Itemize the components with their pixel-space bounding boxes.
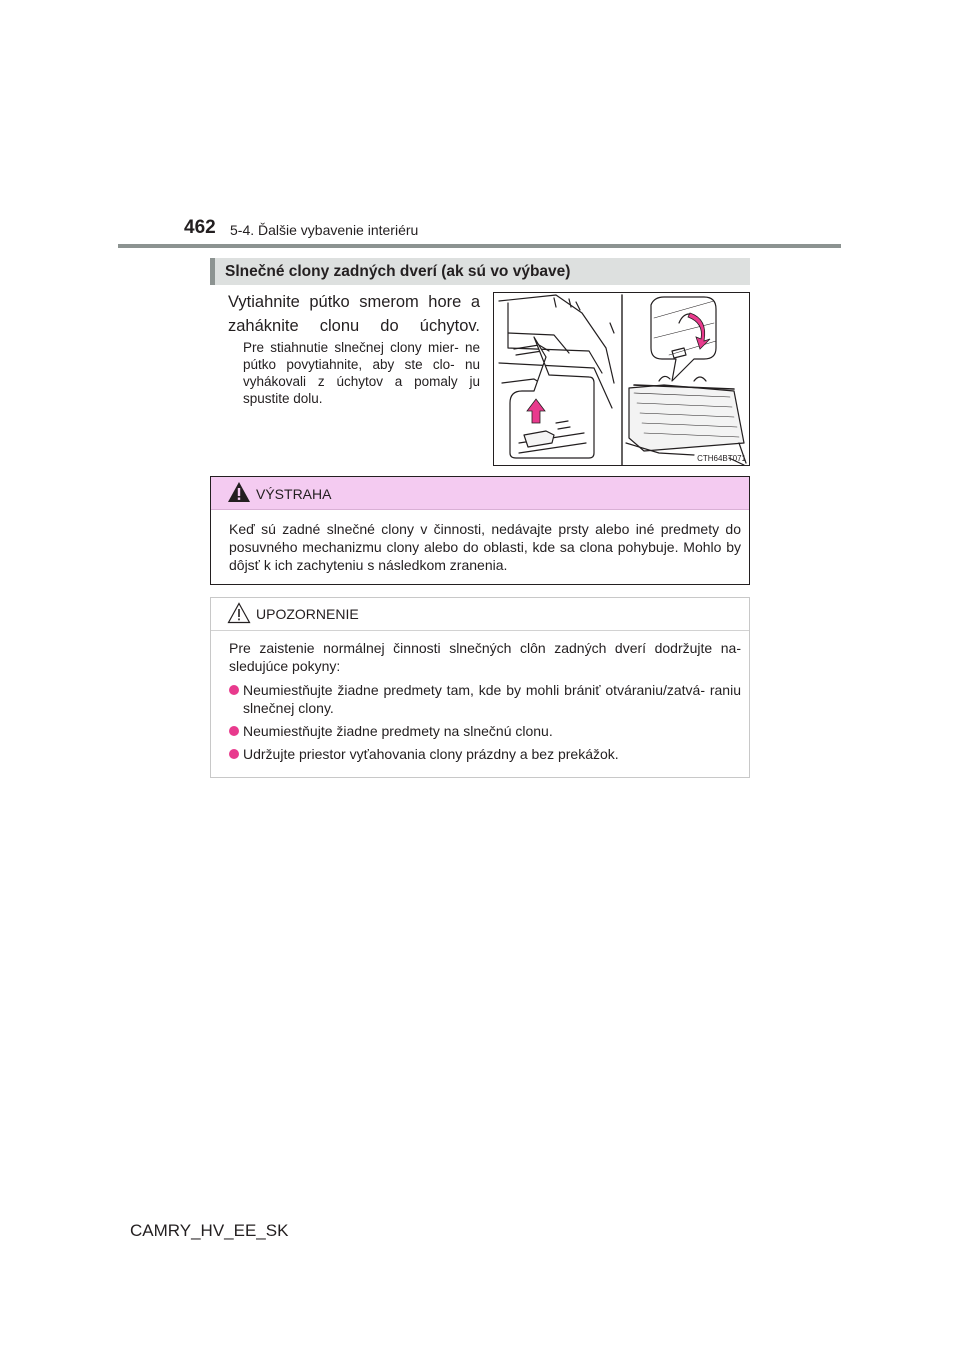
- bullet-icon: [229, 749, 239, 759]
- sunshade-illustration: [493, 292, 750, 466]
- notice-box: [210, 597, 750, 778]
- window-frame-line: [499, 295, 614, 383]
- bullet-icon: [229, 726, 239, 736]
- caution-triangle-icon: [227, 602, 251, 624]
- list-item-text: Udržujte priestor vyťahovania clony prázdny a bez prekážok.: [243, 746, 619, 762]
- notice-list: [229, 681, 741, 768]
- list-item: [229, 681, 741, 717]
- warning-text: Keď sú zadné slnečné clony v činnosti, nedávajte prsty alebo iné predmety do posuvného mechanizmu clony alebo do oblasti, kde sa clona pohybuje. Mohlo by dôjsť k ich zachyteniu s následkom zranenia.: [229, 521, 741, 573]
- warning-triangle-icon: [227, 481, 251, 503]
- section-title: Slnečné clony zadných dverí (ak sú vo výbave): [210, 258, 750, 285]
- warning-header: [211, 477, 749, 510]
- instruction-text-content: Vytiahnite pútko smerom hore a zaháknite clonu do úchytov.: [228, 293, 480, 335]
- list-item-text: Neumiestňujte žiadne predmety na slnečnú clonu.: [243, 723, 553, 739]
- figure-code: CTH64BT071: [697, 454, 746, 463]
- notice-header: [211, 598, 749, 631]
- warning-title: VÝSTRAHA: [256, 486, 332, 502]
- list-item: [229, 722, 741, 740]
- bullet-icon: [229, 685, 239, 695]
- warning-box: [210, 476, 750, 585]
- notice-intro: Pre zaistenie normálnej činnosti slnečných clôn zadných dverí dodržujte na- sledujúce pokyny:: [229, 640, 741, 674]
- document-code: CAMRY_HV_EE_SK: [130, 1221, 289, 1240]
- list-item: [229, 745, 741, 763]
- notice-title: UPOZORNENIE: [256, 606, 359, 622]
- sunshade-drawing: [494, 293, 749, 465]
- shade-outline: [508, 303, 602, 373]
- list-item-text: Neumiestňujte žiadne predmety tam, kde by mohli brániť otváraniu/zatvá- raniu slnečnej clony.: [243, 682, 741, 716]
- page-number: 462: [184, 217, 216, 238]
- chapter-title: 5-4. Ďalšie vybavenie interiéru: [230, 222, 419, 238]
- header-rule: [118, 244, 841, 248]
- description-text: Pre stiahnutie slnečnej clony mier- ne pútko povytiahnite, aby ste clo- nu vyhákovali z úchytov a pomaly ju spustite dolu.: [243, 340, 480, 406]
